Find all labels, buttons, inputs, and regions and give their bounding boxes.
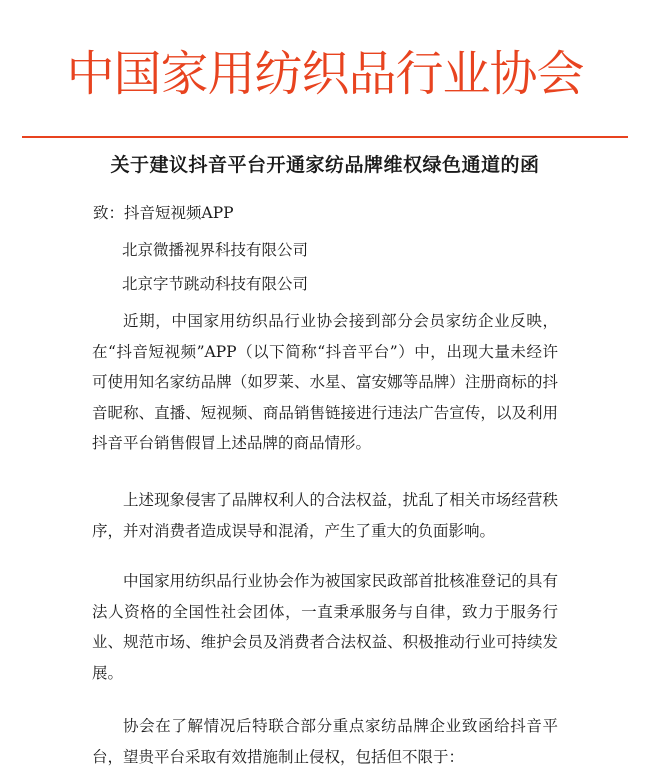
- letterhead-divider: [22, 136, 628, 138]
- salutation-line: [93, 206, 234, 222]
- body-paragraph-2: 上述现象侵害了品牌权利人的合法权益，扰乱了相关市场经营秩序，并对消费者造成误导和混淆，产生了重大的负面影响。: [92, 491, 558, 540]
- letterhead-org-name: 中国家用纺织品行业协会: [66, 46, 584, 102]
- recipient-3: 北京字节跳动科技有限公司: [122, 275, 309, 293]
- body-paragraph-1: 近期，中国家用纺织品行业协会接到部分会员家纺企业反映，在“抖音短视频”APP（以下简称“抖音平台”）中，出现大量未经许可使用知名家纺品牌（如罗莱、水星、富安娜等品牌）注册商标的抖音昵称、直播、短视频、商品销售链接进行违法广告宣传，以及利用抖音平台销售假冒上述品牌的商品情形。: [92, 312, 558, 453]
- body-paragraph-3: 中国家用纺织品行业协会作为被国家民政部首批核准登记的具有法人资格的全国性社会团体，一直秉承服务与自律，致力于服务行业、规范市场、维护会员及消费者合法权益、积极推动行业可持续发展。: [92, 572, 558, 682]
- body-paragraph-4: 协会在了解情况后特联合部分重点家纺品牌企业致函给抖音平台，望贵平台采取有效措施制止侵权，包括但不限于：: [92, 717, 558, 766]
- recipient-2: 北京微播视界科技有限公司: [122, 241, 309, 259]
- document-title: 关于建议抖音平台开通家纺品牌维权绿色通道的函: [110, 154, 540, 176]
- recipient-1: 抖音短视频APP: [124, 204, 234, 222]
- salutation-prefix: 致：: [93, 204, 125, 222]
